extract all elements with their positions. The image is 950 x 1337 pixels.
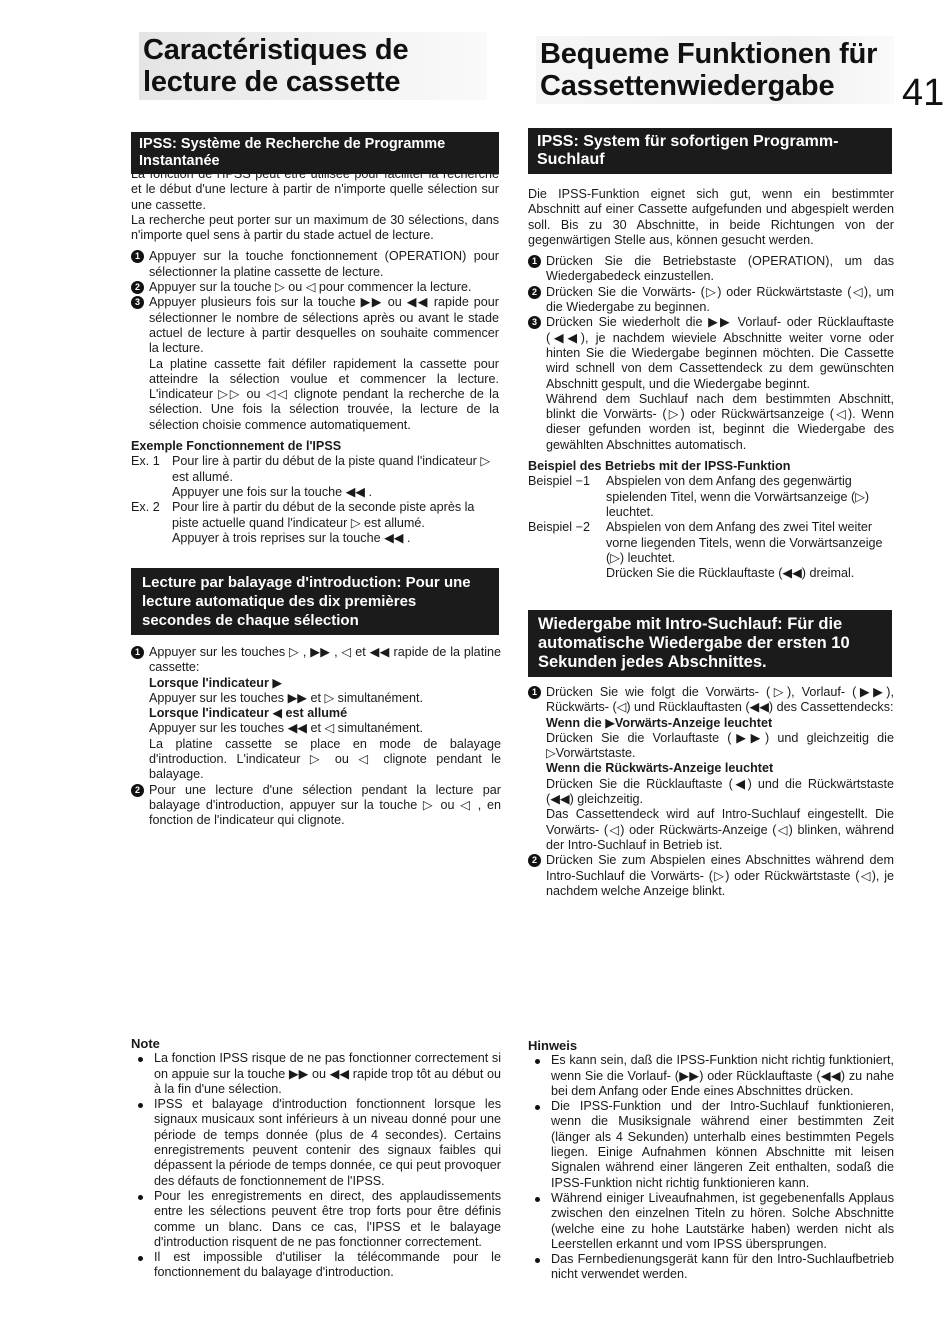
intro-scan-heading-de: Wiedergabe mit Intro-Suchlauf: Für die automatische Wiedergabe der ersten 10 Sekunden jedes Abschnittes. xyxy=(528,610,892,677)
indicator-text: Drücken Sie die Rücklauftaste (◀) und die Rückwärtstaste (◀◀) gleichzeitig. xyxy=(546,776,894,807)
step-2 xyxy=(528,285,894,316)
example-text: Pour lire à partir du début de la piste quand l'indicateur ▷ est allumé. xyxy=(172,454,491,484)
indicator-subheading: Lorsque l'indicateur ◀ est allumé xyxy=(149,706,348,721)
example-heading: Beispiel des Betriebs mit der IPSS-Funktion xyxy=(528,459,791,474)
example-1 xyxy=(131,454,499,500)
page-number: 41 xyxy=(902,72,945,114)
intro-scan-heading-fr: Lecture par balayage d'introduction: Pour une lecture automatique des dix premières secondes de chaque sélection xyxy=(131,568,499,635)
step-text: Appuyer sur la touche fonctionnement (OPERATION) pour sélectionner la platine cassette de lecture. xyxy=(149,249,499,279)
indicator-text: La platine cassette se place en mode de balayage d'introduction. L'indicateur ▷ ou ◁ clignote pendant le balayage. xyxy=(149,736,501,782)
scan-step-2 xyxy=(528,853,894,899)
note-text: Das Fernbedienungsgerät kann für den Intro-Suchlaufbetrieb nicht verwendet werden. xyxy=(551,1252,894,1282)
note-text: Es kann sein, daß die IPSS-Funktion nicht richtig funktioniert, wenn Sie die Vorlauf- (▶▶) oder Rücklauftaste (◀◀) zu nahe bei dem Anfang oder Ende eines Abschnittes drücken. xyxy=(551,1053,894,1098)
ipss-heading-de: IPSS: System für sofortigen Programm-Suchlauf xyxy=(528,128,892,174)
step-2 xyxy=(131,280,499,295)
step-number-icon: 2 xyxy=(131,784,144,797)
scan-step-2 xyxy=(131,783,501,829)
step-text: Drücken Sie wiederholt die ▶▶ Vorlauf- oder Rücklauftaste (◀◀), je nachdem wieviele Abschnitte weiter vorne oder hinten Sie die Wiedergabe beginnen möchten. Die Cassette wird schnell von dem Cassettendeck zu dem gewünschten Abschnitt gespult, und die Wiedergabe beginnt. xyxy=(546,315,894,391)
step-text: Drücken Sie die Betriebstaste (OPERATION), um das Wiedergabedeck einzustellen. xyxy=(546,254,894,284)
bullet-icon xyxy=(535,1197,540,1202)
note-text: Die IPSS-Funktion und der Intro-Suchlauf funktionieren, wenn die Musiksignale während einer bestimmten Zeit (länger als 4 Sekunden) unterhalb eines bestimmten Pegels liegen. Einige Aufnahmen können Abschnitte mit leisen Signalen während einer längeren Zeit enthalten, sodaß die IPSS-Funktion nicht richtig funktionieren kann. xyxy=(551,1099,894,1190)
note-item xyxy=(131,1097,501,1189)
note-text: Pour les enregistrements en direct, des applaudissements entre les sélections peuvent être trop forts pour être définis comme un blanc. Dans ce cas, l'IPSS et le balayage d'introduction risquent de ne pas fonctionner correctement. xyxy=(154,1188,501,1249)
note-heading: Hinweis xyxy=(528,1038,578,1053)
step-number-icon: 3 xyxy=(131,296,144,309)
note-item xyxy=(131,1189,501,1250)
note-heading: Note xyxy=(131,1036,160,1051)
bullet-icon xyxy=(535,1105,540,1110)
bullet-icon xyxy=(535,1258,540,1263)
intro-paragraph: Die IPSS-Funktion eignet sich gut, wenn ein bestimmter Abschnitt auf einer Cassette aufgefunden und abgespielt werden soll. Bis zu 30 Abschnitte, in beide Richtungen von der gegenwärtigen Stelle aus, können gesucht werden. xyxy=(528,187,894,247)
ipss-section-de xyxy=(528,187,894,581)
note-item xyxy=(528,1252,894,1283)
example-heading: Exemple Fonctionnement de l'IPSS xyxy=(131,439,342,454)
german-page-title: Bequeme Funktionen für Cassettenwiedergabe xyxy=(536,36,894,104)
example-label: Beispiel −1 xyxy=(528,474,590,489)
step-number-icon: 2 xyxy=(528,286,541,299)
ipss-section-fr xyxy=(131,167,499,546)
indicator-text: Drücken Sie die Vorlauftaste (▶▶) und gleichzeitig die ▷Vorwärtstaste. xyxy=(546,730,894,761)
example-action: Appuyer à trois reprises sur la touche ◀◀ . xyxy=(172,530,411,545)
step-text: Drücken Sie die Vorwärts- (▷) oder Rückwärtstaste (◁), um die Wiedergabe zu beginnen. xyxy=(546,284,894,315)
intro-paragraph: La recherche peut porter sur un maximum de 30 sélections, dans n'importe quel sens à partir du stade actuel de lecture. xyxy=(131,212,499,243)
example-label: Beispiel −2 xyxy=(528,520,590,535)
indicator-text: Appuyer sur les touches ◀◀ et ◁ simultanément. xyxy=(149,721,424,736)
note-item xyxy=(528,1099,894,1191)
step-number-icon: 2 xyxy=(528,854,541,867)
example-2 xyxy=(528,520,894,581)
example-label: Ex. 2 xyxy=(131,500,160,515)
example-action: Appuyer une fois sur la touche ◀◀ . xyxy=(172,484,372,499)
step-text: Pour une lecture d'une sélection pendant la lecture par balayage d'introduction, appuyer sur la touche ▷ ou ◁ , en fonction de l'indicateur qui clignote. xyxy=(149,782,501,828)
step-3 xyxy=(131,295,499,433)
example-label: Ex. 1 xyxy=(131,454,160,469)
step-text: Drücken Sie wie folgt die Vorwärts- (▷), Vorlauf- (▶▶), Rückwärts- (◁) und Rücklauftasten (◀◀) des Cassettendecks: xyxy=(546,685,894,715)
bullet-icon xyxy=(138,1256,143,1261)
step-extra-text: Während dem Suchlauf nach dem bestimmten Abschnitt, blinkt die Vorwärts- (▷) oder Rückwärtsanzeige (◁). Wenn dieser gefunden worden ist, beginnt die Wiedergabe des gewählten Abschnittes automatisch. xyxy=(546,391,894,452)
intro-scan-section-de xyxy=(528,685,894,899)
bullet-icon xyxy=(138,1103,143,1108)
step-number-icon: 1 xyxy=(131,646,144,659)
note-text: Während einiger Liveaufnahmen, ist gegebenenfalls Applaus zwischen den einzelnen Titeln zu hören. Solche Abschnitte (welche eine zu hohe Lautstärke haben) werden nicht als Leerstellen erkannt und vom IPSS übersprungen. xyxy=(551,1190,894,1251)
step-3 xyxy=(528,315,894,453)
bullet-icon xyxy=(138,1057,143,1062)
step-number-icon: 3 xyxy=(528,316,541,329)
step-text: Appuyer sur la touche ▷ ou ◁ pour commencer la lecture. xyxy=(149,280,472,295)
example-text: Abspielen von dem Anfang des gegenwärtig spielenden Titel, wenn die Vorwärtsanzeige (▷) leuchtet. xyxy=(606,474,870,519)
indicator-text: Appuyer sur les touches ▶▶ et ▷ simultanément. xyxy=(149,690,424,705)
step-number-icon: 2 xyxy=(131,281,144,294)
bullet-icon xyxy=(138,1195,143,1200)
notes-fr xyxy=(131,1036,501,1281)
step-number-icon: 1 xyxy=(528,686,541,699)
note-item xyxy=(131,1051,501,1097)
indicator-subheading: Wenn die Rückwärts-Anzeige leuchtet xyxy=(546,761,774,776)
note-text: La fonction IPSS risque de ne pas fonctionner correctement si on appuie sur la touche ▶▶ ou ◀◀ rapide trop tôt au début ou à la fin d'une sélection. xyxy=(154,1051,501,1096)
intro-paragraph: La fonction de l'IPSS peut être utilisée pour faciliter la recherche et le début d'une lecture à partir de n'importe quelle sélection sur une cassette. xyxy=(131,167,499,212)
scan-step-1 xyxy=(528,685,894,853)
note-text: IPSS et balayage d'introduction fonctionnent lorsque les signaux musicaux sont inférieurs à un niveau donné pour une période de temps donnée (plus de 4 secondes). Certains enregistrements peuvent contenir des signaux faibles qui dépassent la période de temps donnée, ce qui peut provoquer des défauts de fonctionnement de l'IPSS. xyxy=(154,1097,501,1188)
indicator-text: Das Cassettendeck wird auf Intro-Suchlauf eingestellt. Die Vorwärts- (◁) oder Rückwärts-Anzeige (◁) blinken, während der Intro-Suchlauf in Betrieb ist. xyxy=(546,807,894,852)
scan-step-1 xyxy=(131,645,501,783)
step-text: Appuyer sur les touches ▷ , ▶▶ , ◁ et ◀◀ rapide de la platine cassette: xyxy=(149,645,501,675)
note-item xyxy=(528,1191,894,1252)
step-number-icon: 1 xyxy=(528,255,541,268)
indicator-subheading: Wenn die ▶Vorwärts-Anzeige leuchtet xyxy=(546,715,773,730)
note-text: Il est impossible d'utiliser la télécommande pour le fonctionnement du balayage d'introduction. xyxy=(154,1250,501,1280)
ipss-heading-fr: IPSS: Système de Recherche de Programme Instantanée xyxy=(131,132,499,174)
bullet-icon xyxy=(535,1059,540,1064)
step-number-icon: 1 xyxy=(131,250,144,263)
notes-de xyxy=(528,1038,894,1283)
step-1 xyxy=(131,249,499,280)
example-text: Abspielen von dem Anfang des zwei Titel weiter vorne liegenden Titels, wenn die Vorwärtsanzeige (▷) leuchtet. xyxy=(606,520,883,565)
note-item xyxy=(528,1053,894,1099)
note-item xyxy=(131,1250,501,1281)
example-1 xyxy=(528,474,894,520)
step-text: Appuyer plusieurs fois sur la touche ▶▶ ou ◀◀ rapide pour sélectionner le nombre de sélections après ou avant le stade actuel de lecture à partir desquelles on souhaite commencer la lecture. xyxy=(149,295,499,356)
example-2 xyxy=(131,500,499,546)
french-page-title: Caractéristiques de lecture de cassette xyxy=(139,32,487,100)
intro-scan-section-fr xyxy=(131,645,501,829)
step-extra-text: La platine cassette fait défiler rapidement la cassette pour atteindre la sélection voulue et commencer la lecture. L'indicateur ▷▷ ou ◁◁ clignote pendant la recherche de la sélection. Une fois la sélection trouvée, la lecture de la sélection choisie commence automatiquement. xyxy=(149,356,499,432)
example-action: Drücken Sie die Rücklauftaste (◀◀) dreimal. xyxy=(606,566,855,581)
step-1 xyxy=(528,254,894,285)
indicator-subheading: Lorsque l'indicateur ▶ xyxy=(149,675,283,690)
example-text: Pour lire à partir du début de la seconde piste après la piste actuelle quand l'indicateur ▷ est allumé. xyxy=(172,500,475,530)
step-text: Drücken Sie zum Abspielen eines Abschnittes während dem Intro-Suchlauf die Vorwärts- (▷) oder Rückwärtstaste (◁), je nachdem welche Anzeige blinkt. xyxy=(546,853,894,898)
